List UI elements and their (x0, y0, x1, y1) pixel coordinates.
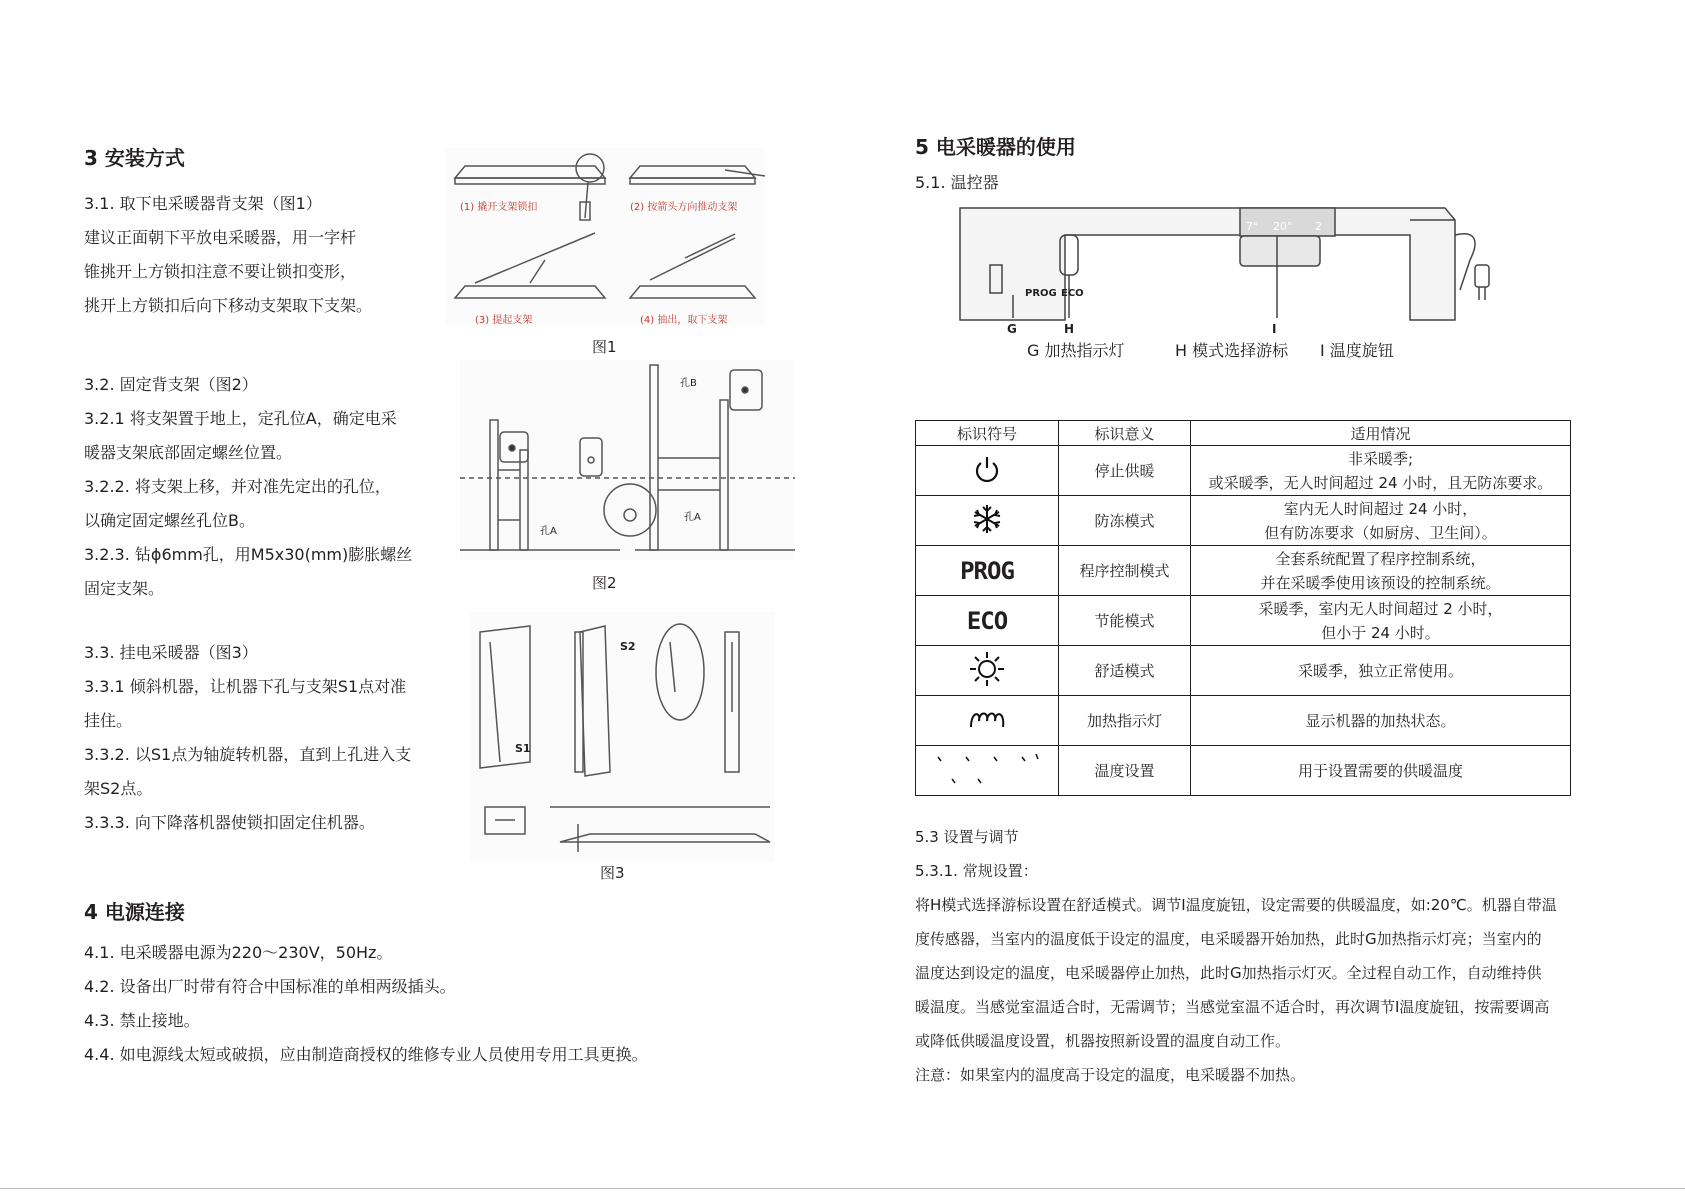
row-meaning: 加热指示灯 (1059, 696, 1191, 746)
temperature-marks-icon (932, 749, 1042, 789)
table-row (916, 646, 1571, 696)
row-usage-line: 但小于 24 小时。 (1321, 623, 1440, 642)
section-3-3-line: 3.3.2. 以S1点为轴旋转机器，直到上孔进入支 (84, 745, 412, 764)
table-header-meaning: 标识意义 (1059, 421, 1191, 446)
figure-1-step-2: (2) 按箭头方向推动支架 (630, 202, 738, 213)
row-usage-line: 非采暖季; (1347, 449, 1414, 468)
row-meaning: 节能模式 (1059, 596, 1191, 646)
table-row (916, 446, 1571, 496)
table-row (916, 496, 1571, 546)
row-usage-line: 并在采暖季使用该预设的控制系统。 (1260, 573, 1501, 592)
figure-3-hanging (470, 612, 775, 862)
row-usage-line: 用于设置需要的供暖温度 (1297, 761, 1463, 780)
section-3-1-line: 建议正面朝下平放电采暖器，用一字杆 (84, 228, 357, 247)
figure-2-label-hole-a-second: 孔A (684, 512, 701, 523)
table-row (916, 546, 1571, 596)
figure-2-label-hole-a: 孔A (540, 526, 557, 537)
figure-3-caption: 图3 (600, 864, 625, 882)
figure-1-step-3: (3) 提起支架 (475, 315, 533, 326)
dial-tick-2: 2 (1315, 220, 1322, 233)
section-4-line: 4.2. 设备出厂时带有符合中国标准的单相两级插头。 (84, 977, 456, 996)
prog-icon: PROG (960, 556, 1014, 585)
figure-3-label-s1: S1 (515, 742, 531, 755)
row-usage-line: 显示机器的加热状态。 (1305, 711, 1456, 730)
figure-3-label-s2: S2 (620, 640, 636, 653)
figure-2-drawing (460, 360, 795, 560)
figure-2-caption: 图2 (592, 574, 617, 592)
thermostat-caption-g: G 加热指示灯 (1027, 341, 1125, 360)
table-header-symbol: 标识符号 (916, 421, 1059, 446)
section-3-1-line: 锥挑开上方锁扣注意不要让锁扣变形， (84, 262, 357, 281)
section-3-2-line: 固定支架。 (84, 579, 165, 598)
section-5-title: 5 电采暖器的使用 (915, 135, 1076, 159)
thermostat-caption-h: H 模式选择游标 (1175, 341, 1289, 360)
section-3-2-text (84, 368, 412, 606)
symbol-legend-table (915, 420, 1571, 796)
section-5-3 (915, 820, 1595, 1092)
section-3-1-text (84, 187, 372, 323)
power-icon (972, 454, 1002, 484)
section-3-2-heading: 3.2. 固定背支架（图2） (84, 375, 258, 394)
figure-1-drawing (445, 148, 765, 326)
section-3-2-line: 暖器支架底部固定螺丝位置。 (84, 443, 293, 462)
thermostat-diagram (955, 200, 1515, 365)
thermostat-label-prog: PROG (1025, 288, 1057, 299)
section-3-3-line: 3.3.3. 向下降落机器使锁扣固定住机器。 (84, 813, 375, 832)
section-4-line: 4.1. 电采暖器电源为220～230V，50Hz。 (84, 943, 393, 962)
paragraph-line: 将H模式选择游标设置在舒适模式。调节I温度旋钮，设定需要的供暖温度，如:20℃。机器自带温 (915, 896, 1557, 914)
row-usage-line: 室内无人时间超过 24 小时， (1283, 499, 1478, 518)
row-meaning: 停止供暖 (1059, 446, 1191, 496)
row-meaning: 防冻模式 (1059, 496, 1191, 546)
section-3-3-heading: 3.3. 挂电采暖器（图3） (84, 643, 258, 662)
section-3-1-line: 挑开上方锁扣后向下移动支架取下支架。 (84, 296, 373, 315)
paragraph-line: 温度达到设定的温度，电采暖器停止加热，此时G加热指示灯灭。全过程自动工作，自动维持供 (915, 964, 1542, 982)
row-usage-line: 或采暖季，无人时间超过 24 小时，且无防冻要求。 (1208, 473, 1553, 492)
thermostat-letter-h: H (1064, 322, 1075, 336)
section-3-title: 3 安装方式 (84, 146, 185, 170)
table-row (916, 696, 1571, 746)
figure-2-label-hole-b: 孔B (680, 378, 697, 389)
figure-1-step-1: (1) 撬开支架锁扣 (460, 202, 538, 213)
thermostat-letter-g: G (1007, 322, 1017, 336)
table-row (916, 596, 1571, 646)
page-bottom-rule (0, 1188, 1685, 1189)
section-5-3-heading: 5.3 设置与调节 (915, 828, 1019, 846)
thermostat-label-eco: ECO (1061, 288, 1084, 299)
heating-coil-icon (967, 707, 1007, 731)
row-usage-line: 全套系统配置了程序控制系统， (1275, 549, 1486, 568)
section-5-3-1-heading: 5.3.1. 常规设置： (915, 862, 1038, 880)
row-usage-line: 采暖季，室内无人时间超过 2 小时， (1258, 599, 1503, 618)
section-3-3-line: 3.3.1 倾斜机器，让机器下孔与支架S1点对准 (84, 677, 407, 696)
row-meaning: 舒适模式 (1059, 646, 1191, 696)
paragraph-line: 暖温度。当感觉室温适合时，无需调节；当感觉室温不适合时，再次调节I温度旋钮，按需要调高 (915, 998, 1550, 1016)
section-3-3-line: 挂住。 (84, 711, 133, 730)
section-4-title: 4 电源连接 (84, 900, 185, 924)
eco-icon: ECO (966, 606, 1008, 635)
figure-1-caption: 图1 (592, 338, 617, 356)
paragraph-line: 度传感器，当室内的温度低于设定的温度，电采暖器开始加热，此时G加热指示灯亮；当室内的 (915, 930, 1542, 948)
paragraph-line: 或降低供暖温度设置，机器按照新设置的温度自动工作。 (915, 1032, 1291, 1050)
dial-tick-7: 7° (1246, 220, 1259, 233)
note-line: 注意：如果室内的温度高于设定的温度，电采暖器不加热。 (915, 1066, 1306, 1084)
section-3-3-text (84, 636, 411, 840)
section-3-1-heading: 3.1. 取下电采暖器背支架（图1） (84, 194, 322, 213)
sun-icon (968, 650, 1006, 688)
section-4-line: 4.4. 如电源线太短或破损，应由制造商授权的维修专业人员使用专用工具更换。 (84, 1045, 648, 1064)
section-3-2-line: 3.2.2. 将支架上移，并对准先定出的孔位， (84, 477, 391, 496)
thermostat-caption-i: I 温度旋钮 (1320, 341, 1394, 360)
section-3-2-line: 3.2.1 将支架置于地上，定孔位A，确定电采 (84, 409, 397, 428)
section-4-line: 4.3. 禁止接地。 (84, 1011, 200, 1030)
section-5-1-heading: 5.1. 温控器 (915, 173, 999, 192)
row-meaning: 温度设置 (1059, 746, 1191, 796)
figure-1-step-4: (4) 抽出，取下支架 (640, 315, 728, 326)
figure-1-bracket-removal (445, 148, 765, 326)
table-header-row (916, 421, 1571, 446)
row-usage-line: 但有防冻要求（如厨房、卫生间）。 (1264, 523, 1497, 542)
section-3-2-line: 3.2.3. 钻ϕ6mm孔，用M5x30(mm)膨胀螺丝 (84, 545, 413, 564)
section-3-3-line: 架S2点。 (84, 779, 153, 798)
section-3-2-line: 以确定固定螺丝孔位B。 (84, 511, 255, 530)
table-row (916, 746, 1571, 796)
row-meaning: 程序控制模式 (1059, 546, 1191, 596)
dial-tick-20: 20° (1273, 220, 1293, 233)
table-header-usage: 适用情况 (1191, 421, 1571, 446)
thermostat-letter-i: I (1272, 322, 1277, 336)
figure-2-bracket-fixing (460, 360, 795, 560)
row-usage-line: 采暖季，独立正常使用。 (1297, 661, 1463, 680)
snowflake-icon (970, 502, 1004, 536)
section-4-text (84, 936, 648, 1072)
